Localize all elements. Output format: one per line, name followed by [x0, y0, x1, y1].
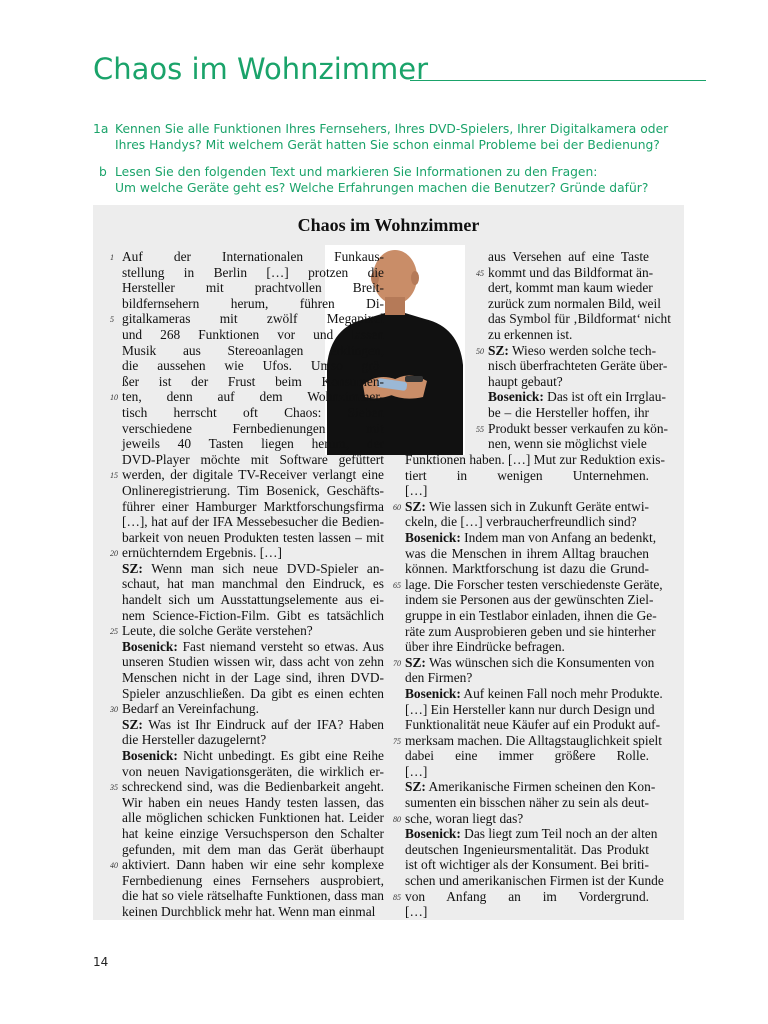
text-line [405, 607, 657, 624]
line-number: 55 [476, 424, 484, 434]
line-text: Wie lassen sich in Zukunft Geräte entwi- [425, 498, 649, 514]
text-line [122, 810, 384, 826]
line-number: 15 [110, 471, 118, 481]
text-line [405, 873, 664, 889]
text-line [488, 327, 649, 343]
text-line [122, 499, 384, 515]
line-number: 75 [393, 736, 401, 746]
text-line [405, 592, 654, 608]
text-line [476, 420, 668, 437]
speaker-label: Bosenick: [405, 826, 461, 842]
text-line [122, 561, 384, 577]
text-line [405, 826, 658, 842]
line-text: nen, wenn sie möglichst viele [488, 436, 647, 452]
text-line [122, 670, 384, 686]
line-text: schreckend sind, was die Bedienbarkeit angeht. [122, 779, 384, 795]
text-line [405, 514, 649, 530]
text-line [122, 686, 384, 702]
text-line [122, 904, 384, 920]
text-line [122, 452, 384, 468]
line-text: die hat so viele rätselhafte Funktionen, dass man [122, 888, 384, 904]
text-line [476, 264, 654, 281]
line-text: was die Menschen in ihrem Alltag brauchen [405, 545, 649, 561]
line-text: Das liegt zum Teil noch an der alten [460, 826, 658, 842]
text-line [488, 311, 671, 327]
text-line [110, 545, 384, 561]
text-line [122, 717, 384, 733]
line-text: Leute, die solche Geräte verstehen? [122, 623, 313, 639]
line-text: merksam machen. Die Alltagstauglichkeit spielt [405, 732, 662, 748]
task-text-line: Lesen Sie den folgenden Text und markieren Sie Informationen zu den Fragen: [115, 165, 598, 179]
text-line [122, 327, 384, 343]
line-text: Funktionalität neue Käufer auf ein Produkt auf- [405, 717, 661, 733]
text-line [122, 530, 384, 546]
speaker-label: SZ: [122, 560, 143, 576]
line-text: Musik aus Stereoanlagen erklingen, [122, 342, 384, 358]
line-text: über ihre Eindrücke befragen. [405, 639, 565, 655]
line-number: 85 [393, 892, 401, 902]
text-line [110, 857, 384, 873]
line-text: von Anfang an im Vordergrund. [405, 888, 649, 904]
text-line [122, 436, 384, 452]
task-label: b [99, 165, 107, 179]
speaker-label: SZ: [405, 654, 426, 670]
line-number: 65 [393, 580, 401, 590]
text-line [405, 779, 656, 795]
line-text: barkeit von neuen Produkten testen lassen – mit [122, 529, 384, 545]
line-text: alle möglichen schicken Funktionen hat. Leider [122, 810, 384, 826]
line-number: 25 [110, 627, 118, 637]
line-text: Wir haben ein neues Handy testen lassen, das [122, 794, 384, 810]
line-text: Nicht unbedingt. Es gibt eine Reihe [177, 748, 384, 763]
text-line [405, 857, 649, 873]
line-number: 30 [110, 705, 118, 715]
line-text: handelt sich um Ausstattungselemente aus ei- [122, 592, 384, 608]
text-line [393, 576, 663, 593]
text-line [122, 888, 384, 904]
line-text: jeweils 40 Tasten liegen herum, der [122, 436, 384, 452]
line-text: werden, der digitale TV-Receiver verlangt eine [122, 467, 384, 483]
line-text: […] [405, 763, 428, 779]
text-line [488, 358, 668, 374]
text-line [110, 779, 384, 795]
speaker-label: Bosenick: [488, 389, 544, 405]
text-line [405, 748, 649, 764]
text-line [122, 732, 384, 748]
text-line [405, 701, 655, 718]
line-text: gefunden, mit dem man das Gerät überhaupt [122, 841, 384, 857]
speaker-label: SZ: [405, 779, 426, 795]
line-text: lage. Die Forscher testen verschiedenste Geräte, [405, 576, 663, 592]
text-line [405, 717, 661, 733]
text-line [110, 623, 384, 639]
line-text: stellung in Berlin […] protzen die [122, 264, 384, 280]
text-line [122, 764, 384, 780]
speaker-label: Bosenick: [122, 638, 178, 654]
text-line [122, 374, 384, 390]
line-text: Amerikanische Firmen scheinen den Kon- [425, 779, 656, 795]
text-line [488, 295, 661, 312]
text-line [122, 514, 384, 530]
line-text: gruppe in ein Testlabor einladen, ihnen die Ge- [405, 607, 657, 623]
line-text: die Hersteller dazugelernt? [122, 732, 267, 748]
line-text: räte zum Ausprobieren geben und sie hinterher [405, 623, 656, 639]
text-line [122, 748, 384, 764]
line-number: 40 [110, 861, 118, 871]
line-text: ckeln, die […] verbraucherfreundlich sind? [405, 514, 637, 530]
line-text: Hersteller mit prachtvollen Breit- [122, 280, 384, 296]
line-text: ist oft wichtiger als der Konsument. Bei briti- [405, 857, 649, 873]
line-text: Das ist oft ein Irrglau- [543, 389, 666, 405]
line-text: […] Ein Hersteller kann nur durch Design und [405, 701, 655, 717]
text-line [122, 576, 384, 592]
line-text: aktiviert. Dann haben wir eine sehr komplexe [122, 857, 384, 873]
line-number: 50 [476, 346, 484, 356]
text-line [405, 561, 649, 577]
line-text: schaut, hat man manchmal den Eindruck, es [122, 576, 384, 592]
line-text: gitalkameras mit zwölf Megapixel [122, 311, 384, 327]
speaker-label: SZ: [122, 716, 143, 732]
line-text: Menschen nicht in der Lage sind, ihren DVD- [122, 670, 384, 686]
line-text: von neuen Navigationsgeräten, die wirklich er- [122, 763, 384, 779]
line-text: hat keine einzige Versuchsperson den Schalter [122, 825, 384, 841]
line-number: 70 [393, 658, 401, 668]
line-text: DVD-Player möchte mit Software gefüttert [122, 451, 384, 467]
text-line [110, 311, 384, 327]
line-number: 60 [393, 502, 401, 512]
task-label: 1a [93, 122, 109, 136]
text-line [405, 670, 649, 686]
article-title: Chaos im Wohnzimmer [297, 215, 480, 235]
line-text: ernüchterndem Ergebnis. […] [122, 545, 283, 561]
text-line [122, 265, 384, 281]
line-text: Fernbedienung eines Fernsehers ausprobiert, [122, 872, 384, 888]
line-text: dabei eine immer größere Rolle. [405, 748, 649, 764]
line-number: 20 [110, 549, 118, 559]
text-line [405, 639, 649, 655]
speaker-label: Bosenick: [122, 748, 178, 763]
text-line [393, 810, 649, 827]
text-line [488, 249, 649, 265]
text-line [476, 342, 657, 359]
line-text: unseren Studien wissen wir, dass acht von zehn [122, 654, 384, 670]
text-line [122, 405, 384, 421]
line-number: 10 [110, 393, 118, 403]
text-line [405, 468, 649, 484]
text-line [122, 873, 384, 889]
line-text: sche, woran liegt das? [405, 810, 524, 826]
text-line [405, 529, 657, 546]
line-text: tisch herrscht oft Chaos: Sieben [122, 404, 384, 420]
column-right-top [476, 249, 671, 452]
line-text: sumenten ein bisschen näher zu sein als deut- [405, 795, 649, 811]
line-text: keinen Durchblick mehr hat. Wenn man einmal [122, 903, 376, 919]
article-box [93, 205, 684, 920]
line-text: bildfernsehern herum, führen Di- [122, 295, 384, 311]
text-line [110, 701, 384, 717]
line-number: 45 [476, 268, 484, 278]
text-line [122, 592, 384, 608]
text-line [122, 795, 384, 811]
text-line [405, 764, 649, 780]
text-line [393, 732, 662, 749]
line-text: zurück zum normalen Bild, weil [488, 295, 661, 311]
text-line [122, 826, 384, 842]
text-line [122, 654, 384, 670]
text-line [110, 249, 384, 265]
line-text: haupt gebaut? [488, 373, 563, 389]
text-line [405, 904, 649, 920]
line-text: Auf keinen Fall noch mehr Produkte. [460, 685, 663, 701]
task-text-line: Um welche Geräte geht es? Welche Erfahrungen machen die Benutzer? Gründe dafür? [115, 181, 649, 195]
line-text: Was ist Ihr Eindruck auf der IFA? Haben [142, 716, 384, 732]
speaker-label: SZ: [405, 498, 426, 514]
column-right [393, 452, 665, 920]
line-text: Fast niemand versteht so etwas. Aus [177, 638, 384, 654]
line-text: führer einer Hamburger Marktforschungsfirma [122, 498, 384, 514]
text-line [488, 280, 653, 296]
speaker-label: Bosenick: [405, 529, 461, 545]
line-text: Bedarf an Vereinfachung. [122, 701, 259, 717]
page-number: 14 [93, 955, 109, 969]
line-text: […] [405, 904, 428, 920]
title-rule [410, 80, 706, 81]
page-title: Chaos im Wohnzimmer [93, 52, 429, 86]
line-text: Wieso werden solche tech- [508, 342, 657, 358]
line-text: Was wünschen sich die Konsumenten von [425, 654, 655, 670]
text-line [122, 343, 384, 359]
line-text: kommt und das Bildformat än- [488, 264, 654, 280]
text-line [122, 421, 384, 437]
line-number: 80 [393, 814, 401, 824]
line-text: Spieler anzuschließen. Da gibt es einen echten [122, 685, 384, 701]
line-text: tiert in wenigen Unternehmen. [405, 467, 649, 483]
text-line [110, 467, 384, 483]
line-text: Indem man von Anfang an bedenkt, [460, 529, 657, 545]
text-line [393, 888, 649, 905]
line-text: aus Versehen auf eine Taste [488, 249, 649, 264]
line-text: den Firmen? [405, 670, 473, 686]
text-line [405, 483, 649, 499]
line-number: 35 [110, 783, 118, 793]
text-line [122, 842, 384, 858]
line-number: 5 [110, 315, 114, 325]
text-line [122, 296, 384, 312]
line-text: schen und amerikanischen Firmen ist der Kunde [405, 873, 664, 889]
text-line [488, 436, 649, 452]
line-text: und 268 Funktionen vor und lassen [122, 326, 384, 342]
line-text: können. Marktforschung ist dazu die Grund- [405, 561, 649, 577]
task-text-line: Kennen Sie alle Funktionen Ihres Fernsehers, Ihres DVD-Spielers, Ihrer Digitalkamera oder [115, 122, 669, 136]
line-text: ßer ist der Frust beim Konsumen- [122, 373, 384, 389]
line-text: verschiedene Fernbedienungen mit [122, 420, 384, 436]
line-text: nisch überfrachteten Geräte über- [488, 358, 668, 374]
text-line [122, 639, 384, 655]
line-number: 1 [110, 253, 114, 262]
line-text: das Symbol für ‚Bildformat‘ nicht [488, 311, 671, 327]
text-line [488, 405, 649, 421]
line-text: […] [405, 483, 428, 499]
text-line [488, 374, 649, 390]
line-text: Produkt besser verkaufen zu kön- [488, 420, 668, 436]
line-text: […], hat auf der IFA Messebesucher die Bedien- [122, 514, 384, 530]
speaker-label: Bosenick: [405, 685, 461, 701]
task-text-line: Ihres Handys? Mit welchem Gerät hatten Sie schon einmal Probleme bei der Bedienung? [115, 138, 660, 152]
line-text: Auf der Internationalen Funkaus- [122, 249, 384, 264]
text-line [405, 842, 649, 858]
line-text: Wenn man sich neue DVD-Spieler an- [142, 560, 384, 576]
text-line [110, 389, 384, 405]
line-text: indem sie Personen aus der gewünschten Ziel- [405, 592, 654, 608]
speaker-label: SZ: [488, 342, 509, 358]
line-text: zu erkennen ist. [488, 326, 573, 342]
text-line [122, 608, 384, 624]
text-line [405, 795, 649, 811]
line-text: Funktionen haben. […] Mut zur Reduktion exis- [405, 452, 665, 467]
column-left [110, 249, 384, 920]
line-text: be – die Hersteller hoffen, ihr [488, 404, 649, 420]
line-text: nem Science-Fiction-Film. Gibt es tatsächlich [122, 607, 384, 623]
text-line [405, 623, 656, 640]
line-text: Onlineregistrierung. Tim Bosenick, Geschäfts- [122, 482, 384, 498]
text-line [405, 452, 665, 468]
text-line [393, 498, 649, 515]
text-line [122, 483, 384, 499]
text-line [405, 685, 663, 702]
text-line [122, 358, 384, 374]
line-text: die aussehen wie Ufos. Umso grö- [122, 358, 384, 374]
text-line [405, 546, 649, 562]
text-line [122, 280, 384, 296]
line-text: deutschen Ingenieursmentalität. Das Produkt [405, 841, 649, 857]
text-line [393, 654, 655, 671]
text-line [488, 389, 666, 405]
line-text: ten, denn auf dem Wohnzimmer- [122, 389, 384, 405]
line-text: dert, kommt man kaum wieder [488, 280, 653, 296]
